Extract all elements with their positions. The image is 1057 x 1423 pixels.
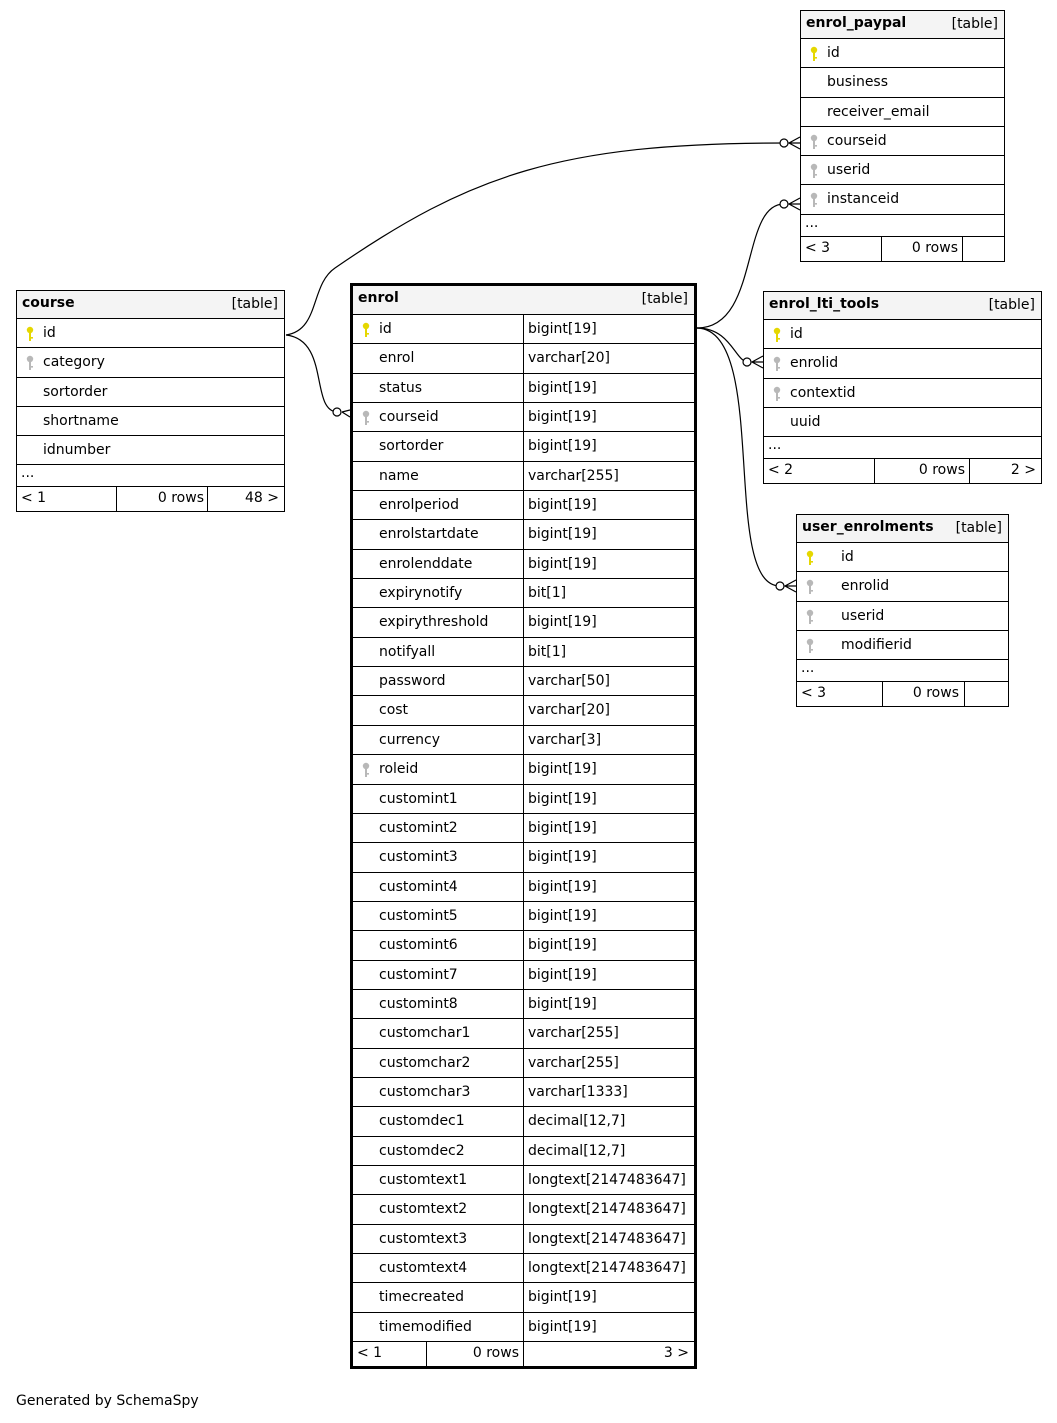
table-footer — [353, 1342, 694, 1366]
column-name: enrolid — [841, 578, 890, 595]
column-name: currency — [379, 731, 440, 748]
column-row[interactable] — [764, 320, 1041, 349]
column-type: varchar[20] — [523, 696, 694, 724]
column-name: modifierid — [841, 636, 912, 653]
column-name: expirynotify — [379, 585, 463, 602]
column-row[interactable] — [801, 156, 1004, 185]
edge-course-enrol — [286, 335, 337, 412]
column-type: bigint[19] — [523, 814, 694, 842]
column-type: bigint[19] — [523, 843, 694, 871]
table-name[interactable]: course — [22, 295, 75, 311]
column-name: enrolid — [790, 355, 839, 372]
foreign-key-icon — [805, 609, 815, 625]
column-name: uuid — [790, 413, 821, 430]
column-name: userid — [827, 162, 871, 179]
column-type: longtext[2147483647] — [523, 1254, 694, 1282]
column-name: cost — [379, 702, 409, 719]
column-type: varchar[50] — [523, 667, 694, 695]
column-type: bigint[19] — [523, 432, 694, 460]
column-name: customchar3 — [379, 1083, 471, 1100]
column-name: customint4 — [379, 878, 458, 895]
column-type: bigint[19] — [523, 1283, 694, 1311]
column-row[interactable] — [801, 39, 1004, 68]
column-row[interactable] — [17, 378, 284, 407]
column-name: enrol — [379, 350, 415, 367]
column-name: timemodified — [379, 1318, 472, 1335]
column-name: customint5 — [379, 907, 458, 924]
column-name: receiver_email — [827, 103, 930, 120]
row-count: 0 rows — [472, 1345, 519, 1362]
column-row[interactable] — [353, 315, 694, 344]
parents-link[interactable]: < 1 — [21, 490, 47, 507]
table-name[interactable]: enrol_lti_tools — [769, 296, 880, 312]
column-type: varchar[255] — [523, 462, 694, 490]
column-row[interactable] — [353, 1254, 694, 1283]
column-name: name — [379, 467, 419, 484]
column-name: customint7 — [379, 966, 458, 983]
table-type: [table] — [955, 520, 1002, 536]
column-list — [17, 319, 284, 465]
column-row[interactable] — [353, 608, 694, 637]
column-name: idnumber — [43, 442, 111, 459]
more-columns: ... — [764, 437, 1041, 459]
column-name: customtext4 — [379, 1260, 468, 1276]
column-name: business — [827, 74, 889, 91]
column-type: varchar[3] — [523, 726, 694, 754]
column-name: id — [841, 549, 854, 565]
column-row[interactable] — [353, 1137, 694, 1166]
column-name: customtext1 — [379, 1171, 468, 1188]
column-row[interactable] — [764, 408, 1041, 437]
column-row[interactable] — [764, 349, 1041, 378]
column-type: varchar[255] — [523, 1049, 694, 1077]
column-name: status — [379, 379, 423, 396]
table-enrol-lti-tools[interactable] — [763, 291, 1042, 484]
foreign-key-icon — [772, 356, 782, 372]
primary-key-icon — [361, 322, 371, 338]
table-header — [353, 286, 694, 315]
column-type: varchar[255] — [523, 1019, 694, 1047]
column-type: longtext[2147483647] — [523, 1225, 694, 1253]
primary-key-icon — [25, 326, 35, 342]
row-count: 0 rows — [911, 239, 958, 256]
column-row[interactable] — [353, 1049, 694, 1078]
column-row[interactable] — [353, 961, 694, 990]
parents-link[interactable]: < 1 — [357, 1345, 383, 1362]
column-row[interactable] — [353, 755, 694, 784]
column-row[interactable] — [801, 185, 1004, 214]
column-type: bigint[19] — [523, 931, 694, 959]
column-type: bigint[19] — [523, 608, 694, 636]
column-type: bigint[19] — [523, 1313, 694, 1341]
primary-key-icon — [772, 327, 782, 343]
column-name: courseid — [827, 132, 887, 149]
primary-key-icon — [805, 550, 815, 566]
column-name: customtext2 — [379, 1201, 468, 1218]
column-name: customint8 — [379, 995, 458, 1012]
row-count: 0 rows — [918, 462, 965, 479]
column-row[interactable] — [353, 462, 694, 491]
column-row[interactable] — [353, 1166, 694, 1195]
column-row[interactable] — [764, 379, 1041, 408]
table-type: [table] — [988, 297, 1035, 313]
column-type: longtext[2147483647] — [523, 1166, 694, 1194]
column-row[interactable] — [353, 432, 694, 461]
column-type: bigint[19] — [523, 873, 694, 901]
foreign-key-icon — [809, 134, 819, 150]
column-row[interactable] — [353, 843, 694, 872]
column-list — [801, 39, 1004, 215]
column-row[interactable] — [353, 403, 694, 432]
table-footer — [797, 682, 1008, 706]
column-row[interactable] — [353, 990, 694, 1019]
column-type: varchar[1333] — [523, 1078, 694, 1106]
column-type: bigint[19] — [523, 520, 694, 548]
column-row[interactable] — [17, 407, 284, 436]
column-row[interactable] — [353, 902, 694, 931]
column-name: customdec1 — [379, 1113, 465, 1130]
table-name[interactable]: enrol — [358, 290, 399, 306]
more-columns: ... — [801, 215, 1004, 237]
column-name: customchar2 — [379, 1054, 471, 1071]
parents-link[interactable]: < 3 — [805, 239, 831, 256]
column-name: sortorder — [43, 383, 108, 400]
generator-credit: Generated by SchemaSpy — [16, 1393, 199, 1409]
column-row[interactable] — [353, 1078, 694, 1107]
table-enrol-paypal[interactable] — [800, 10, 1005, 262]
column-name: customint2 — [379, 819, 458, 836]
column-type: decimal[12,7] — [523, 1137, 694, 1165]
column-name: customchar1 — [379, 1025, 471, 1042]
column-name: customdec2 — [379, 1142, 465, 1159]
column-type: decimal[12,7] — [523, 1107, 694, 1135]
foreign-key-icon — [361, 410, 371, 426]
row-count: 0 rows — [912, 685, 959, 702]
column-row[interactable] — [353, 726, 694, 755]
column-row[interactable] — [801, 98, 1004, 127]
column-row[interactable] — [353, 696, 694, 725]
column-name: courseid — [379, 409, 439, 426]
foreign-key-icon — [772, 386, 782, 402]
column-name: notifyall — [379, 643, 436, 660]
foreign-key-icon — [25, 355, 35, 371]
primary-key-icon — [809, 46, 819, 62]
column-name: customint6 — [379, 937, 458, 954]
column-list — [797, 543, 1008, 660]
column-row[interactable] — [801, 68, 1004, 97]
column-name: timecreated — [379, 1289, 464, 1306]
column-name: category — [43, 354, 105, 371]
foreign-key-icon — [809, 163, 819, 179]
table-type: [table] — [951, 16, 998, 32]
column-name: id — [43, 325, 56, 341]
column-row[interactable] — [797, 602, 1008, 631]
table-header — [764, 292, 1041, 320]
column-row[interactable] — [353, 1225, 694, 1254]
children-link[interactable]: 2 > — [1010, 462, 1036, 479]
column-type: bigint[19] — [523, 315, 694, 343]
column-name: contextid — [790, 384, 856, 401]
column-row[interactable] — [353, 785, 694, 814]
column-name: enrolstartdate — [379, 526, 479, 543]
column-type: bigint[19] — [523, 374, 694, 402]
column-row[interactable] — [353, 491, 694, 520]
column-type: bigint[19] — [523, 550, 694, 578]
foreign-key-icon — [361, 762, 371, 778]
column-row[interactable] — [353, 931, 694, 960]
column-row[interactable] — [353, 1283, 694, 1312]
table-enrol[interactable] — [350, 283, 697, 1369]
more-columns: ... — [797, 660, 1008, 682]
table-header — [801, 11, 1004, 39]
column-name: customint3 — [379, 849, 458, 866]
table-type: [table] — [231, 296, 278, 312]
column-name: customint1 — [379, 790, 458, 807]
column-row[interactable] — [353, 1195, 694, 1224]
foreign-key-icon — [809, 192, 819, 208]
children-link[interactable]: 3 > — [663, 1345, 689, 1362]
more-columns: ... — [17, 465, 284, 487]
column-row[interactable] — [353, 667, 694, 696]
column-type: bit[1] — [523, 638, 694, 666]
parents-link[interactable]: < 3 — [801, 685, 827, 702]
column-name: id — [790, 326, 803, 342]
column-type: bigint[19] — [523, 755, 694, 783]
column-row[interactable] — [17, 348, 284, 377]
foreign-key-icon — [805, 579, 815, 595]
column-row[interactable] — [17, 436, 284, 465]
column-type: bigint[19] — [523, 785, 694, 813]
column-row[interactable] — [797, 631, 1008, 660]
column-type: bigint[19] — [523, 491, 694, 519]
column-type: longtext[2147483647] — [523, 1195, 694, 1223]
column-name: expirythreshold — [379, 614, 489, 631]
column-name: enrolenddate — [379, 555, 473, 572]
column-type: bit[1] — [523, 579, 694, 607]
column-row[interactable] — [353, 1019, 694, 1048]
table-name[interactable]: enrol_paypal — [806, 15, 907, 31]
column-row[interactable] — [801, 127, 1004, 156]
column-name: id — [827, 45, 840, 61]
parents-link[interactable]: < 2 — [768, 462, 794, 479]
column-name: enrolperiod — [379, 497, 459, 514]
column-name: id — [379, 321, 392, 337]
column-name: userid — [841, 607, 885, 624]
table-name[interactable]: user_enrolments — [802, 519, 934, 535]
column-type: varchar[20] — [523, 344, 694, 372]
column-row[interactable] — [353, 638, 694, 667]
table-user-enrolments[interactable] — [796, 514, 1009, 707]
row-count: 0 rows — [157, 490, 204, 507]
table-type: [table] — [641, 291, 688, 307]
column-name: roleid — [379, 761, 419, 778]
column-row[interactable] — [353, 579, 694, 608]
column-row[interactable] — [797, 572, 1008, 601]
table-footer — [764, 459, 1041, 483]
column-row[interactable] — [353, 374, 694, 403]
table-footer — [17, 487, 284, 511]
column-row[interactable] — [353, 344, 694, 373]
column-type: bigint[19] — [523, 961, 694, 989]
children-link[interactable]: 48 > — [245, 490, 279, 507]
column-type: bigint[19] — [523, 403, 694, 431]
column-row[interactable] — [353, 1107, 694, 1136]
column-row[interactable] — [353, 1313, 694, 1342]
column-row[interactable] — [353, 814, 694, 843]
column-type: bigint[19] — [523, 990, 694, 1018]
column-type: bigint[19] — [523, 902, 694, 930]
column-row[interactable] — [797, 543, 1008, 572]
column-name: shortname — [43, 412, 119, 429]
column-row[interactable] — [353, 520, 694, 549]
table-header — [17, 291, 284, 319]
column-row[interactable] — [353, 550, 694, 579]
column-list — [353, 315, 694, 1342]
column-row[interactable] — [353, 873, 694, 902]
table-header — [797, 515, 1008, 543]
foreign-key-icon — [805, 638, 815, 654]
table-course[interactable] — [16, 290, 285, 512]
column-name: password — [379, 673, 446, 690]
column-row[interactable] — [17, 319, 284, 348]
column-name: sortorder — [379, 438, 444, 455]
table-footer — [801, 237, 1004, 261]
column-name: instanceid — [827, 191, 900, 208]
column-list — [764, 320, 1041, 437]
column-name: customtext3 — [379, 1230, 468, 1247]
